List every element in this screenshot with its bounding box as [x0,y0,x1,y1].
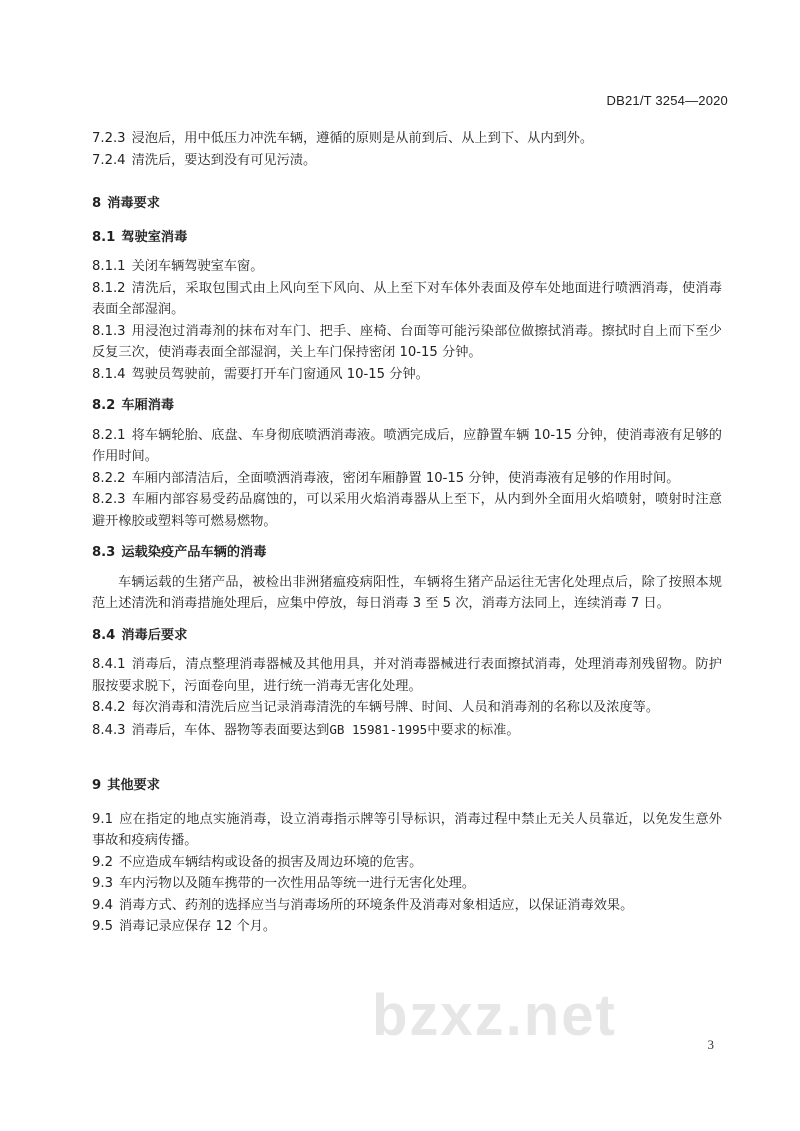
clause-9-4 [92,895,722,917]
watermark: bzxz.net [372,983,617,1048]
clause-9-5 [92,916,722,938]
clause-number: 8.2.1 [92,427,126,443]
clause-text: 驾驶员驾驶前，需要打开车门窗通风 10-15 分钟。 [131,366,429,382]
subsection-heading-8-4 [92,625,722,647]
document-code: DB21/T 3254—2020 [606,93,728,108]
clause-text: 关闭车辆驾驶室车窗。 [131,259,264,274]
clause-7-2-3 [92,128,722,150]
clause-8-4-3 [92,719,722,742]
page-number: 3 [707,1037,714,1052]
clause-number: 7.2.4 [92,152,126,168]
clause-9-2 [92,852,722,874]
spacer [92,741,722,775]
clause-8-4-1 [92,654,722,697]
clause-number: 8.1.2 [92,280,126,296]
clause-number: 9.3 [92,876,113,891]
clause-7-2-4 [92,150,722,172]
clause-text: 清洗后，要达到没有可见污渍。 [131,152,317,168]
clause-8-1-4 [92,364,722,386]
clause-text: 清洗后，采取包围式由上风向至下风向、从上至下对车体外表面及停车处地面进行喷洒消毒，使消毒表面全部湿润。 [92,280,722,317]
clause-8-4-2 [92,697,722,719]
clause-text: 将车辆轮胎、底盘、车身彻底喷洒消毒液。喷洒完成后，应静置车辆 10-15 分钟，使消毒液有足够的作用时间。 [92,427,722,464]
subsection-heading-8-3 [92,542,722,564]
clause-8-2-1 [92,425,722,468]
clause-9-3 [92,873,722,895]
clause-text: 浸泡后，用中低压力冲洗车辆，遵循的原则是从前到后、从上到下、从内到外。 [131,131,594,146]
clause-text: 消毒后，车体、器物等表面要达到 [131,722,330,738]
clause-number: 9.4 [92,897,113,913]
clause-number: 7.2.3 [92,131,126,146]
clause-text: 消毒后，清点整理消毒器械及其他用具，并对消毒器械进行表面擦拭消毒，处理消毒剂残留物。防护服按要求脱下，污面卷向里，进行统一消毒无害化处理。 [92,657,722,694]
clause-text: 中要求的标准。 [427,722,520,738]
clause-text: 用浸泡过消毒剂的抹布对车门、把手、座椅、台面等可能污染部位做擦拭消毒。擦拭时自上而下至少反复三次，使消毒表面全部湿润，关上车门保持密闭 10-15 分钟。 [92,323,722,360]
clause-number: 8.1.1 [92,259,126,274]
clause-text: 每次消毒和清洗后应当记录消毒清洗的车辆号牌、时间、人员和消毒剂的名称以及浓度等。 [131,700,660,715]
clause-8-2-2 [92,468,722,490]
clause-text: 应在指定的地点实施消毒，设立消毒指示牌等引导标识，消毒过程中禁止无关人员靠近，以免发生意外事故和疫病传播。 [92,811,722,848]
subsection-heading-8-2 [92,395,722,417]
clause-text: 车厢内部容易受药品腐蚀的，可以采用火焰消毒器从上至下，从内到外全面用火焰喷射，喷射时注意避开橡胶或塑料等可燃易燃物。 [92,492,722,529]
section-heading-9 [92,775,722,797]
section-title: 其他要求 [107,778,160,793]
clause-8-1-3 [92,321,722,364]
clause-number: 9.5 [92,919,113,934]
clause-number: 8.4.1 [92,657,126,672]
subsection-heading-8-1 [92,227,722,249]
section-number: 9 [92,778,102,793]
subsection-number: 8.1 [92,229,116,245]
clause-number: 9.1 [92,811,113,827]
paragraph-8-3: 车辆运载的生猪产品，被检出非洲猪瘟疫病阳性，车辆将生猪产品运往无害化处理点后，除了按照本规范上述清洗和消毒措施处理后，应集中停放，每日消毒 3 至 5 次，消毒方法同上，连续消毒 7 日。 [92,574,722,611]
section-number: 8 [92,196,102,211]
subsection-title: 运载染疫产品车辆的消毒 [121,545,267,560]
clause-text: 消毒方式、药剂的选择应当与消毒场所的环境条件及消毒对象相适应，以保证消毒效果。 [118,897,634,913]
subsection-number: 8.4 [92,627,116,643]
subsection-number: 8.3 [92,545,116,560]
section-heading-8 [92,193,722,215]
subsection-title: 驾驶室消毒 [121,229,188,245]
clause-text: 车内污物以及随车携带的一次性用品等统一进行无害化处理。 [118,876,476,891]
clause-9-1 [92,809,722,852]
clause-8-1-1 [92,256,722,278]
clause-number: 8.1.4 [92,366,126,382]
subsection-title: 车厢消毒 [121,398,175,413]
clause-number: 8.2.2 [92,470,126,486]
clause-number: 9.2 [92,854,113,870]
clause-number: 8.4.3 [92,722,126,738]
clause-text: 不应造成车辆结构或设备的损害及周边环境的危害。 [118,854,423,870]
clause-text: 车厢内部清洁后，全面喷洒消毒液，密闭车厢静置 10-15 分钟，使消毒液有足够的作用时间。 [131,470,680,486]
document-body [92,128,722,938]
clause-number: 8.4.2 [92,700,126,715]
standard-reference: GB 15981-1995 [329,721,428,737]
clause-number: 8.1.3 [92,323,126,339]
clause-8-1-2 [92,278,722,321]
section-title: 消毒要求 [107,196,160,211]
subsection-number: 8.2 [92,398,116,413]
subsection-title: 消毒后要求 [121,627,188,643]
clause-text: 消毒记录应保存 12 个月。 [118,919,277,934]
clause-number: 8.2.3 [92,492,126,507]
clause-8-2-3 [92,489,722,532]
